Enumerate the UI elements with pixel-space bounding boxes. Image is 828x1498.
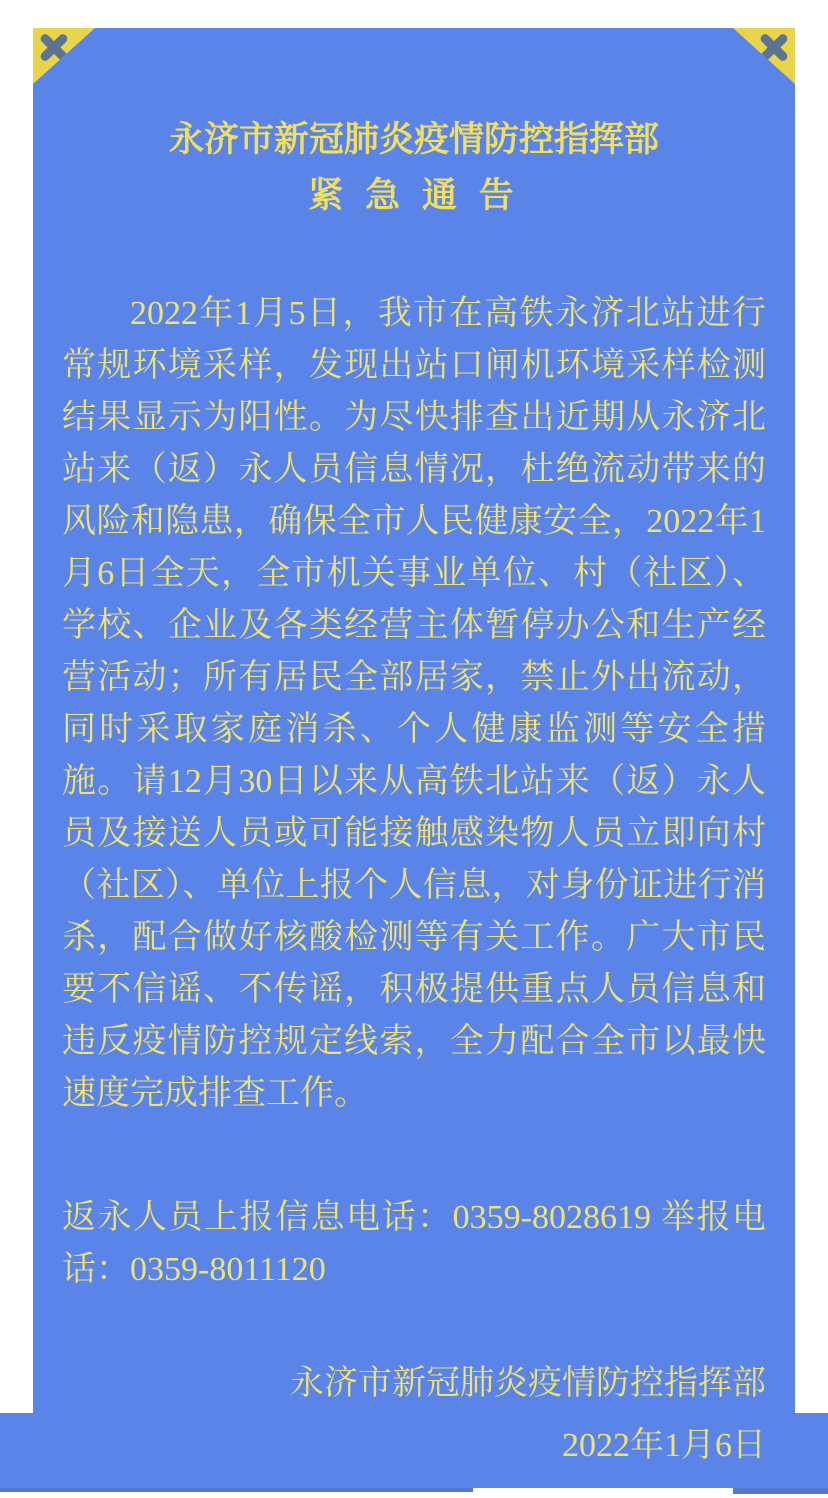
notice-card [33, 28, 795, 1464]
signature-date: 2022年1月6日 [562, 1427, 766, 1464]
hotline-phone-numbers: 返永人员上报信息电话：0359-8028619 举报电话：0359-8011120 [62, 1199, 766, 1288]
bottom-edge-shadow-right [733, 1488, 828, 1494]
signature-org: 永济市新冠肺炎疫情防控指挥部 [290, 1365, 766, 1402]
signature-block [62, 1358, 766, 1472]
corner-tape-right [733, 28, 795, 84]
bottom-edge-shadow-left [0, 1488, 473, 1492]
notice-body-paragraph: 2022年1月5日，我市在高铁永济北站进行常规环境采样，发现出站口闸机环境采样检测结果显示为阳性。为尽快排查出近期从永济北站来（返）永人员信息情况，杜绝流动带来的风险和隐患，确保全市人民健康安全，2022年1月6日全天，全市机关事业单位、村（社区）、学校、企业及各类经营主体暂停办公和生产经营活动；所有居民全部居家，禁止外出流动，同时采取家庭消杀、个人健康监测等安全措施。请12月30日以来从高铁北站来（返）永人员及接送人员或可能接触感染物人员立即向村（社区）、单位上报个人信息，对身份证进行消杀，配合做好核酸检测等有关工作。广大市民要不信谣、不传谣，积极提供重点人员信息和违反疫情防控规定线索，全力配合全市以最快速度完成排查工作。 [62, 295, 766, 1112]
notice-title-urgent: 紧 急 通 告 [308, 176, 520, 215]
notice-title-org: 永济市新冠肺炎疫情防控指挥部 [168, 120, 659, 159]
corner-tape-left [33, 28, 95, 84]
